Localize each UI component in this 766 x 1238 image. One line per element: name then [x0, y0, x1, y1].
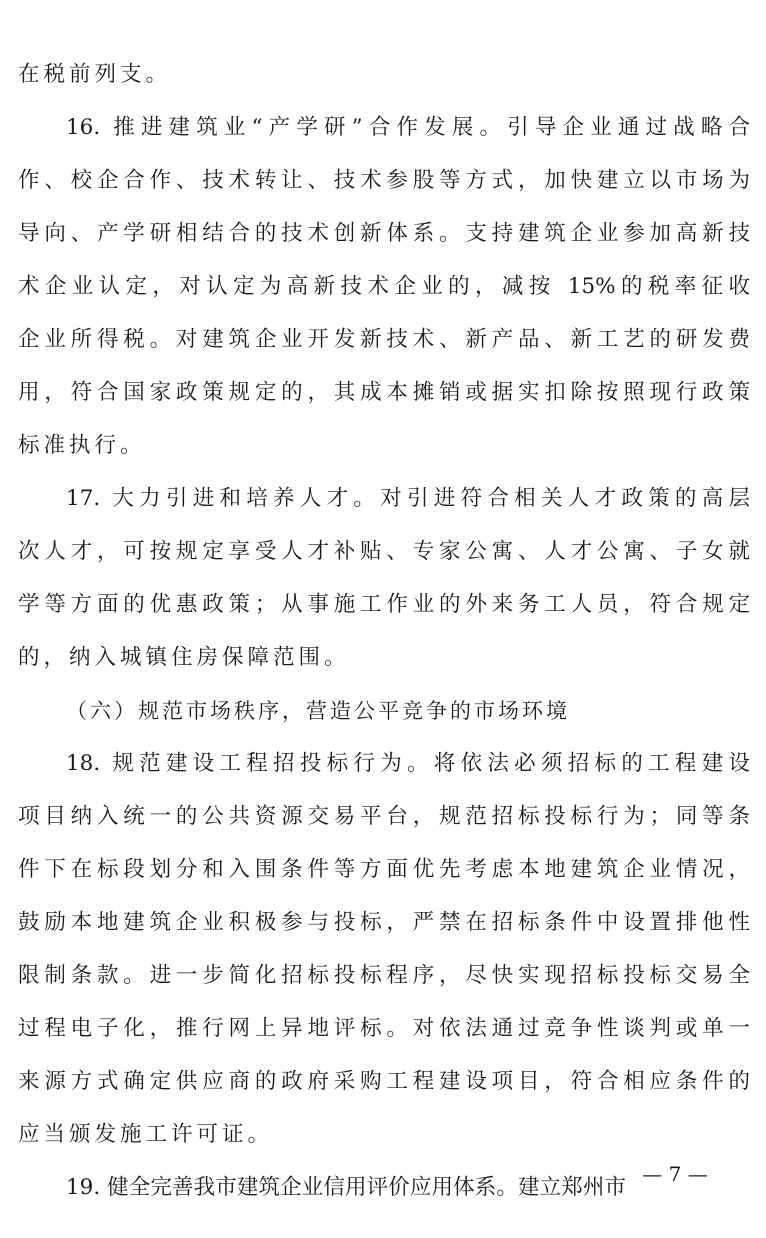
- page-number: — 7 —: [642, 1162, 708, 1186]
- text-line: 导向、产学研相结合的技术创新体系。支持建筑企业参加高新技: [18, 221, 750, 246]
- text-line: 限制条款。进一步简化招标投标程序，尽快实现招标投标交易全: [18, 963, 750, 988]
- text-line: 用，符合国家政策规定的，其成本摊销或据实扣除按照现行政策: [18, 380, 750, 405]
- text-line: 来源方式确定供应商的政府采购工程建设项目，符合相应条件的: [18, 1069, 750, 1094]
- text-line: 在税前列支。: [18, 62, 172, 87]
- text-line: 过程电子化，推行网上异地评标。对依法通过竞争性谈判或单一: [18, 1016, 750, 1041]
- paragraph-18-heading-line: 18. 规范建设工程招投标行为。将依法必须招标的工程建设: [66, 751, 750, 776]
- text-line: 学等方面的优惠政策；从事施工作业的外来务工人员，符合规定: [18, 592, 750, 617]
- text-line: 鼓励本地建筑企业积极参与投标，严禁在招标条件中设置排他性: [18, 910, 750, 935]
- text-line: 件下在标段划分和入围条件等方面优先考虑本地建筑企业情况，: [18, 857, 750, 882]
- text-line: 标准执行。: [18, 433, 146, 458]
- section-heading: （六）规范市场秩序，营造公平竞争的市场环境: [66, 699, 570, 723]
- text-line: 项目纳入统一的公共资源交易平台，规范招标投标行为；同等条: [18, 804, 750, 829]
- text-line: 术企业认定，对认定为高新技术企业的，减按 15%的税率征收: [18, 274, 750, 299]
- text-line: 的，纳入城镇住房保障范围。: [18, 645, 350, 670]
- text-line: 应当颁发施工许可证。: [18, 1122, 274, 1147]
- text-line: 作、校企合作、技术转让、技术参股等方式，加快建立以市场为: [18, 168, 750, 193]
- paragraph-16-heading-line: 16. 推进建筑业“产学研”合作发展。引导企业通过战略合: [66, 115, 750, 140]
- text-line: 企业所得税。对建筑企业开发新技术、新产品、新工艺的研发费: [18, 327, 750, 352]
- text-line: 次人才，可按规定享受人才补贴、专家公寓、人才公寓、子女就: [18, 539, 750, 564]
- paragraph-19-heading-line: 19. 健全完善我市建筑企业信用评价应用体系。建立郑州市: [66, 1175, 626, 1200]
- paragraph-17-heading-line: 17. 大力引进和培养人才。对引进符合相关人才政策的高层: [66, 486, 750, 511]
